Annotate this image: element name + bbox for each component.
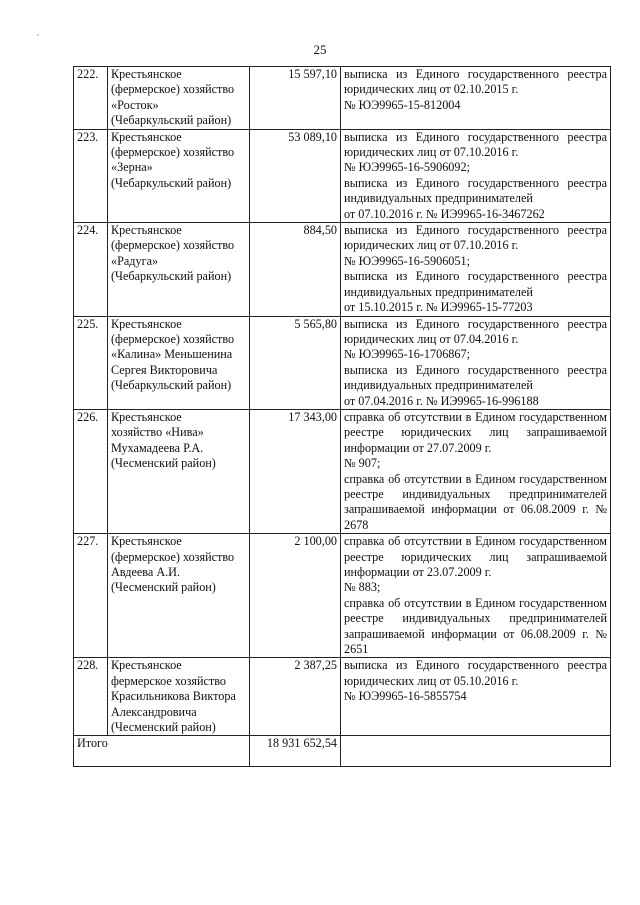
amount: 15 597,10 [250,67,341,130]
amount: 2 387,25 [250,658,341,736]
total-label: Итого [74,736,250,767]
table-row [74,67,611,130]
farm-name: Крестьянское (фермерское) хозяйство «Росток» (Чебаркульский район) [108,67,250,130]
amount: 17 343,00 [250,409,341,533]
total-row [74,736,611,767]
farm-name: Крестьянское (фермерское) хозяйство «Зерна» (Чебаркульский район) [108,129,250,222]
amount: 884,50 [250,223,341,316]
row-number: 225. [74,316,108,409]
table-row [74,316,611,409]
registry-document: выписка из Единого государственного реестра юридических лиц от 07.10.2016 г. № ЮЭ9965-16-5906051; выписка из Единого государственного реестра индивидуальных предпринимателей от 15.10.2015 г. № ИЭ9965-15-77203 [341,223,611,316]
registry-document: выписка из Единого государственного реестра юридических лиц от 05.10.2016 г. № ЮЭ9965-16-5855754 [341,658,611,736]
farm-name: Крестьянское (фермерское) хозяйство «Калина» Меньшенина Сергея Викторовича (Чебаркульский район) [108,316,250,409]
row-number: 222. [74,67,108,130]
row-number: 227. [74,534,108,658]
scan-speck: , [37,28,39,37]
farm-registry-table [73,66,611,767]
registry-document: выписка из Единого государственного реестра юридических лиц от 07.10.2016 г. № ЮЭ9965-16-5906092; выписка из Единого государственного реестра индивидуальных предпринимателей от 07.10.2016 г. № ИЭ9965-16-3467262 [341,129,611,222]
amount: 53 089,10 [250,129,341,222]
table-row [74,658,611,736]
table-row [74,129,611,222]
registry-document: справка об отсутствии в Едином государственном реестре юридических лиц запрашиваемой информации от 27.07.2009 г. № 907; справка об отсутствии в Едином государственном реестре индивидуальных предпринимателей запрашиваемой информации от 06.08.2009 г. № 2678 [341,409,611,533]
amount: 5 565,80 [250,316,341,409]
total-document-empty [341,736,611,767]
table-row [74,534,611,658]
registry-document: выписка из Единого государственного реестра юридических лиц от 02.10.2015 г. № ЮЭ9965-15-812004 [341,67,611,130]
table-row [74,409,611,533]
row-number: 224. [74,223,108,316]
farm-name: Крестьянское хозяйство «Нива» Мухамадеева Р.А. (Чесменский район) [108,409,250,533]
row-number: 223. [74,129,108,222]
registry-document: справка об отсутствии в Едином государственном реестре юридических лиц запрашиваемой информации от 23.07.2009 г. № 883; справка об отсутствии в Едином государственном реестре индивидуальных предпринимателей запрашиваемой информации от 06.08.2009 г. № 2651 [341,534,611,658]
farm-name: Крестьянское фермерское хозяйство Красильникова Виктора Александровича (Чесменский район) [108,658,250,736]
farm-name: Крестьянское (фермерское) хозяйство «Радуга» (Чебаркульский район) [108,223,250,316]
farm-name: Крестьянское (фермерское) хозяйство Авдеева А.И. (Чесменский район) [108,534,250,658]
registry-document: выписка из Единого государственного реестра юридических лиц от 07.04.2016 г. № ЮЭ9965-16-1706867; выписка из Единого государственного реестра индивидуальных предпринимателей от 07.04.2016 г. № ИЭ9965-16-996188 [341,316,611,409]
amount: 2 100,00 [250,534,341,658]
row-number: 226. [74,409,108,533]
total-amount: 18 931 652,54 [250,736,341,767]
page-number: 25 [313,42,327,57]
row-number: 228. [74,658,108,736]
table-row [74,223,611,316]
